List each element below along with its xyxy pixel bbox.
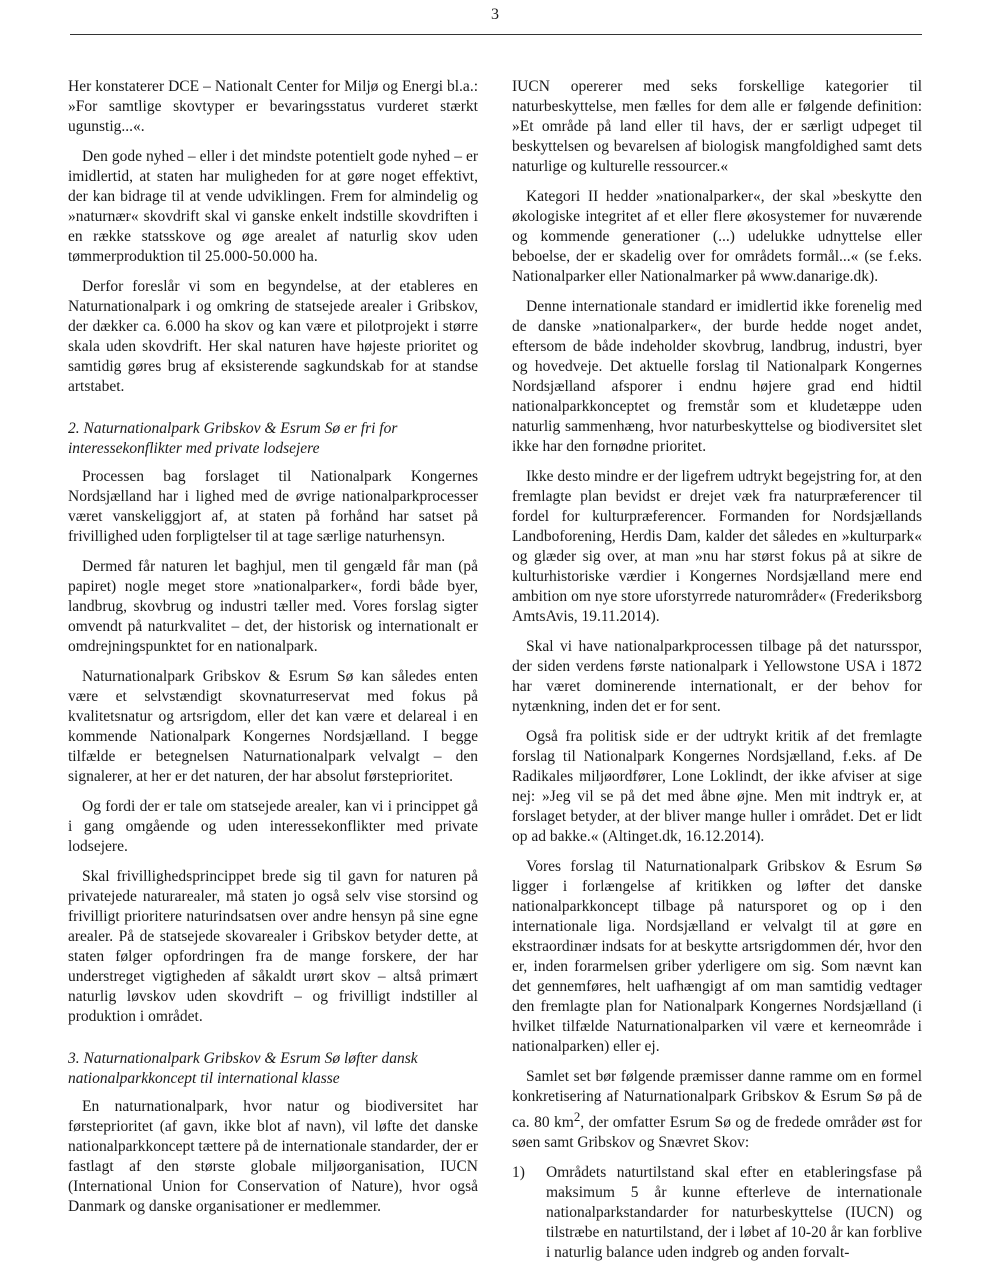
paragraph: Skal vi have nationalparkprocessen tilbage på det natursspor, der siden verdens første nationalpark i Yellowstone USA i 1872 har været dominerende internationalt, er der behov for nytænkning, inden det er for sent. — [512, 638, 922, 715]
paragraph: Denne internationale standard er imidlertid ikke forenelig med de danske »nationalparker«, der burde hedde noget andet, eftersom de både indeholder skovbrug, landbrug, industri, byer og hovedveje. Det aktuelle forslag til Nationalpark Kongernes Nordsjælland afsporer i endnu højere grad end hidtil nationalparkkonceptet og fremstår som et kludetæppe uden naturlig sammenhæng, hvor naturbeskyttelse og biodiversitet slet ikke har den fornødne prioritet. — [512, 298, 922, 455]
superscript: 2 — [573, 1109, 581, 1124]
paragraph: Den gode nyhed – eller i det mindste potentielt gode nyhed – er imidlertid, at staten har muligheden for at gøre noget effektivt, der kan bidrage til at vende udviklingen. Frem for almindelig og »naturnær« skovdrift skal vi ganske enkelt indstille skovdriften i en række statsskove og øge arealet af naturlig skov uden tømmerproduktion til 25.000-50.000 ha. — [68, 148, 478, 265]
paragraph: Vores forslag til Naturnationalpark Gribskov & Esrum Sø ligger i forlængelse af kritikken og løfter det danske nationalparkkoncept tilbage på natursporet og op i den internationale liga. Nordsjælland er velvalgt til at gøre en ekstraordinær indsats for at beskytte artsrigdommen dér, hvor den er, inden forarmelsen griber yderligere om sig. Som nævnt kan det gennemføres, helt uafhængigt af om man samtidig vedtager den fremlagte plan for Nationalpark Kongernes Nordsjælland (i hvilket tilfælde Naturnationalparken vil være et kerneområde i nationalparken) eller ej. — [512, 858, 922, 1055]
list-item — [512, 1163, 922, 1263]
section-heading: 3. Naturnationalpark Gribskov & Esrum Sø løfter dansk nationalparkkoncept til international klasse — [68, 1050, 418, 1087]
paragraph: Dermed får naturen let baghjul, men til gengæld får man (på papiret) nogle meget store »nationalparker«, fordi både byer, landbrug, skovbrug og industri tæller med. Vores forslag sigter omvendt på naturkvalitet – det, der historisk og internationalt er omdrejningspunktet for en nationalpark. — [68, 558, 478, 655]
right-column — [512, 77, 922, 1263]
header-rule — [70, 34, 922, 35]
page-number: 3 — [491, 6, 499, 23]
paragraph: Naturnationalpark Gribskov & Esrum Sø kan således enten være et selvstændigt skovnaturreservat med fokus på kvalitetsnatur og artsrigdom, eller det kan være et delareal i en kommende Nationalpark Kongernes Nordsjælland. I begge tilfælde er betegnelsen Naturnationalpark velvalgt – den signalerer, at her er det naturen, der har absolut førsteprioritet. — [68, 668, 478, 785]
paragraph: Og fordi der er tale om statsejede arealer, kan vi i princippet gå i gang omgående og uden interessekonflikter med private lodsejere. — [68, 798, 478, 855]
paragraph: IUCN opererer med seks forskellige kategorier til naturbeskyttelse, men fælles for dem alle er følgende definition: »Et område på land eller til havs, der er særligt udpeget til beskyttelsen og bevarelsen af biologisk mangfoldighed samt dets naturlige og kulturelle ressourcer.« — [512, 78, 922, 175]
paragraph: Her konstaterer DCE – Nationalt Center for Miljø og Energi bl.a.: »For samtlige skovtyper er bevaringsstatus vurderet stærkt ugunstig...«. — [68, 78, 478, 135]
left-column — [68, 77, 478, 1227]
list-number: 1) — [512, 1164, 525, 1182]
paragraph: Skal frivillighedsprincippet brede sig til gavn for naturen på privatejede naturarealer, må staten jo også selv vise storsind og frivilligt prioritere naturindsatsen over andre hensyn på sine egne arealer. På de statsejede skovarealer i Gribskov betyder dette, at staten følger opfordringen fra de mange forskere, der har understreget vigtigheden af såkaldt urørt skov – altså primært naturlig løvskov uden skovdrift – og frivilligt indstiller al produktion i området. — [68, 868, 478, 1025]
paragraph: Kategori II hedder »nationalparker«, der skal »beskytte den økologiske integritet af et eller flere økosystemer for nuværende og kommende generationer (...) udelukke udnyttelse eller beboelse, der er skadelig over for områdets formål...« (se f.eks. Nationalparker eller Nationalmarker på www.danarige.dk). — [512, 188, 922, 285]
paragraph: Derfor foreslår vi som en begyndelse, at der etableres en Naturnationalpark i og omkring de statsejede arealer i Gribskov, der dækker ca. 6.000 ha skov og kan være et pilotprojekt i større skala uden skovdrift. Her skal naturen have højeste prioritet og samtidig gøres brug af eksisterende sagkundskab for at standse artstabet. — [68, 278, 478, 395]
paragraph-text: , der omfatter Esrum Sø og de fredede områder øst for søen samt Gribskov og Snævret Skov: — [512, 1114, 922, 1152]
paragraph: En naturnationalpark, hvor natur og biodiversitet har førsteprioritet (af gavn, ikke blot af navn), vil løfte det danske nationalparkkoncept tættere på de internationale standarder, der er fastlagt af den største globale miljøorganisation, IUCN (International Union for Conservation of Nature), hvor også Danmark og danske organisationer er medlemmer. — [68, 1098, 478, 1215]
paragraph: Processen bag forslaget til Nationalpark Kongernes Nordsjælland har i lighed med de øvrige nationalparkprocesser været vanskeliggjort af, at staten på forhånd har satset på frivillighed uden forpligtelser til at tage særlige naturhensyn. — [68, 468, 478, 545]
list-text: Områdets naturtilstand skal efter en etableringsfase på maksimum 5 år kunne efterleve de internationale nationalparkstandarder for naturbeskyttelse (IUCN) og tilstræbe en naturtilstand, der i løbet af 10-20 år kan forblive i naturlig balance uden indgreb og anden forvalt- — [546, 1164, 922, 1262]
paragraph — [512, 1067, 922, 1153]
paragraph: Ikke desto mindre er der ligefrem udtrykt begejstring for, at den fremlagte plan bevidst er drejet væk fra naturpræferencer til fordel for kulturpræferencer. Formanden for Nordsjællands Landboforening, Herdis Dam, kalder det således en »kulturpark« og glæder sig over, at man »nu har størst fokus på at sikre de kulturhistoriske værdier i Kongernes Nordsjælland mere end ambition om nye store uforstyrrede naturområder« (Frederiksborg AmtsAvis, 19.11.2014). — [512, 468, 922, 625]
paragraph-text: Samlet set bør følgende præmisser danne ramme om en formel konkretisering af Naturnationalpark Gribskov & Esrum Sø på de ca. 80 km — [512, 1068, 922, 1132]
section-heading: 2. Naturnationalpark Gribskov & Esrum Sø er fri for interessekonflikter med private lodsejere — [68, 420, 398, 457]
paragraph: Også fra politisk side er der udtrykt kritik af det fremlagte forslag til Nationalpark Kongernes Nordsjælland, f.eks. af De Radikales miljøordfører, Lone Loklindt, der ikke afviser at sige nej: »Jeg vil se på det med åbne øjne. Men mit indtryk er, at forslaget betyder, at der bliver mange huller i området. Det er lidt op ad bakke.« (Altinget.dk, 16.12.2014). — [512, 728, 922, 845]
